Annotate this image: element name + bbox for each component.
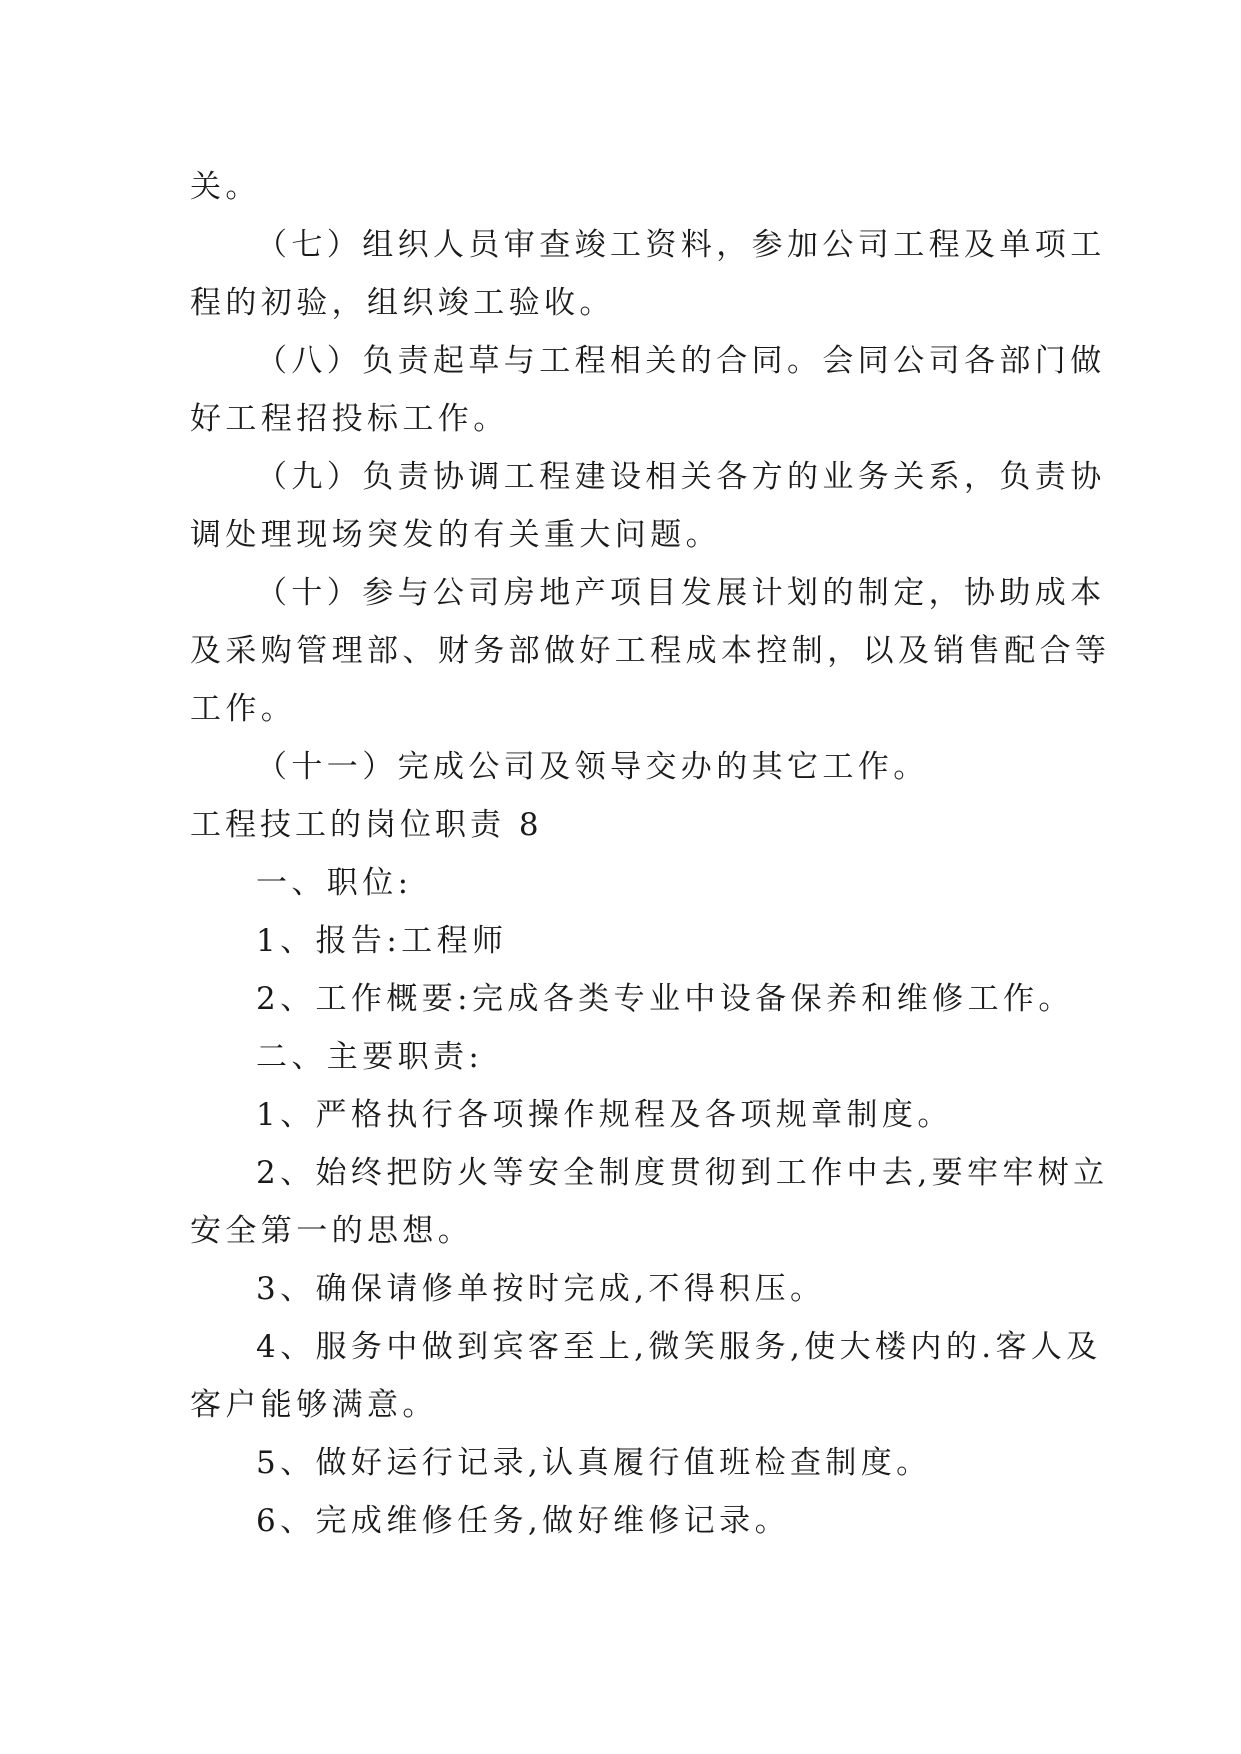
text-line: 3、确保请修单按时完成,不得积压。 <box>256 1271 826 1307</box>
text-line: （八）负责起草与工程相关的合同。会同公司各部门做 <box>256 343 1106 379</box>
text-line: 二、主要职责: <box>256 1039 484 1075</box>
text-line: 1、报告:工程师 <box>256 923 508 959</box>
text-line: 安全第一的思想。 <box>190 1213 474 1249</box>
text-line: 5、做好运行记录,认真履行值班检查制度。 <box>256 1445 932 1481</box>
text-line: 程的初验，组织竣工验收。 <box>190 285 615 321</box>
text-line: 客户能够满意。 <box>190 1387 438 1423</box>
text-line: 调处理现场突发的有关重大问题。 <box>190 517 721 553</box>
text-line: 2、工作概要:完成各类专业中设备保养和维修工作。 <box>256 981 1074 1017</box>
text-line: （十一）完成公司及领导交办的其它工作。 <box>256 749 929 785</box>
text-line: （七）组织人员审查竣工资料，参加公司工程及单项工 <box>256 227 1106 263</box>
text-line: 及采购管理部、财务部做好工程成本控制，以及销售配合等 <box>190 633 1111 669</box>
document-body <box>190 158 1111 1550</box>
section-heading: 工程技工的岗位职责 8 <box>190 807 543 843</box>
text-line: 6、完成维修任务,做好维修记录。 <box>256 1503 790 1539</box>
text-line: （十）参与公司房地产项目发展计划的制定，协助成本 <box>256 575 1106 611</box>
text-line: 好工程招投标工作。 <box>190 401 509 437</box>
text-line: 4、服务中做到宾客至上,微笑服务,使大楼内的.客人及 <box>256 1329 1102 1365</box>
text-line: 1、严格执行各项操作规程及各项规章制度。 <box>256 1097 953 1133</box>
text-line: 一、职位: <box>256 865 413 901</box>
text-line: （九）负责协调工程建设相关各方的业务关系，负责协 <box>256 459 1106 495</box>
text-line: 工作。 <box>190 691 297 727</box>
text-line: 关。 <box>190 169 261 205</box>
text-line: 2、始终把防火等安全制度贯彻到工作中去,要牢牢树立 <box>256 1155 1109 1191</box>
